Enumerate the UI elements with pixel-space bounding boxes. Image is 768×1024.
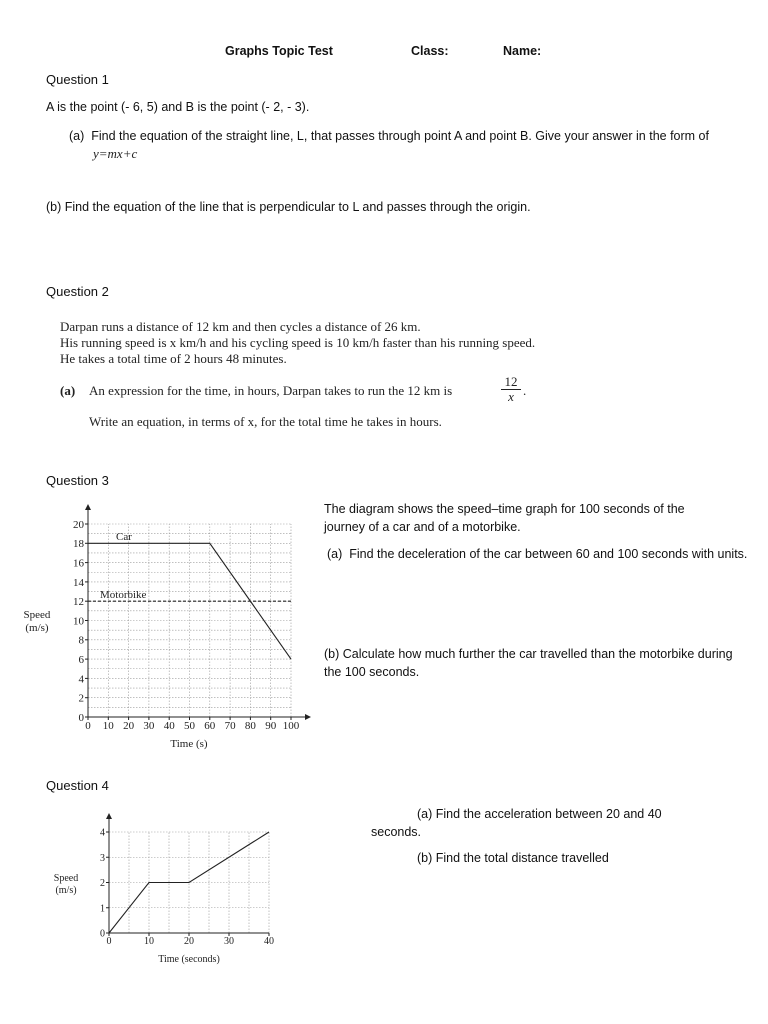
y-axis-title-line1: Speed	[53, 873, 79, 884]
y-tick-label: 10	[73, 615, 84, 628]
y-tick-label: 0	[78, 711, 84, 724]
y-tick-label: 16	[73, 557, 84, 570]
q2-line-1: Darpan runs a distance of 12 km and then cycles a distance of 26 km.	[60, 319, 421, 334]
q2-line-3: He takes a total time of 2 hours 48 minutes.	[60, 351, 287, 366]
q3-speed-time-chart	[15, 500, 320, 760]
y-tick-label: 2	[78, 692, 84, 705]
q4-speed-time-chart	[40, 810, 300, 970]
x-tick-label: 70	[224, 720, 236, 732]
y-tick-label: 20	[73, 518, 84, 531]
y-tick-label: 12	[73, 596, 84, 609]
y-tick-label: 4	[100, 827, 105, 839]
x-axis-title: Time (seconds)	[158, 954, 220, 965]
x-tick-label: 90	[265, 720, 277, 732]
x-tick-label: 0	[85, 720, 91, 732]
y-tick-label: 1	[100, 903, 105, 915]
y-axis-title-line2: (m/s)	[25, 622, 49, 634]
x-tick-label: 100	[282, 720, 300, 732]
x-tick-label: 40	[264, 936, 274, 947]
q1-heading: Question 1	[46, 72, 109, 87]
q1-part-b: (b) Find the equation of the line that is perpendicular to L and passes through the origin.	[46, 200, 531, 214]
q1-part-a	[69, 127, 733, 163]
q4-part-b: (b) Find the total distance travelled	[417, 851, 609, 865]
q2-frac-denominator: x	[501, 389, 521, 404]
x-tick-label: 30	[224, 936, 234, 947]
q3-part-a	[327, 545, 751, 563]
q1-intro: A is the point (- 6, 5) and B is the point (- 2, - 3).	[46, 100, 310, 114]
x-axis-title: Time (s)	[170, 738, 208, 750]
y-tick-label: 18	[73, 538, 84, 551]
q2-a-text: An expression for the time, in hours, Darpan takes to run the 12 km is	[89, 383, 453, 398]
class-label: Class:	[411, 44, 449, 58]
q2-a-instruction: Write an equation, in terms of x, for the total time he takes in hours.	[89, 414, 442, 429]
x-tick-label: 0	[106, 936, 112, 947]
q2-a-label: (a)	[60, 383, 76, 398]
q2-fraction	[501, 375, 521, 404]
x-tick-label: 60	[204, 720, 216, 732]
q1-a-label: (a)	[69, 129, 85, 143]
y-tick-label: 2	[100, 878, 105, 889]
y-axis-title-line2: (m/s)	[55, 885, 77, 896]
y-axis-title-line1: Speed	[23, 609, 51, 621]
y-tick-label: 6	[78, 653, 84, 666]
q3-a-label: (a)	[327, 547, 343, 561]
x-tick-label: 50	[184, 720, 195, 732]
y-tick-label: 3	[100, 852, 105, 864]
q3-part-b: (b) Calculate how much further the car travelled than the motorbike during the 100 seconds.	[324, 647, 733, 679]
x-tick-label: 20	[123, 720, 135, 732]
q2-line-2: His running speed is x km/h and his cycling speed is 10 km/h faster than his running speed.	[60, 335, 536, 350]
x-tick-label: 10	[102, 720, 114, 732]
y-tick-label: 0	[100, 928, 105, 940]
q2-period: .	[523, 383, 527, 398]
y-tick-label: 4	[78, 673, 84, 686]
q3-intro: The diagram shows the speed–time graph for 100 seconds of the journey of a car and of a motorbike.	[324, 502, 685, 534]
q1-a-formula: y=mx+c	[93, 146, 138, 161]
series-label-motorbike: Motorbike	[100, 589, 147, 601]
y-tick-label: 14	[73, 576, 84, 589]
test-title: Graphs Topic Test	[225, 44, 333, 58]
series-label-car: Car	[116, 531, 132, 543]
y-tick-label: 8	[78, 634, 84, 647]
x-tick-label: 20	[184, 936, 194, 947]
q2-passage	[60, 319, 535, 367]
x-tick-label: 10	[144, 936, 154, 947]
q1-a-text: Find the equation of the straight line, L, that passes through point A and point B. Give your answer in the form of	[91, 129, 709, 143]
name-label: Name:	[503, 44, 542, 58]
q3-heading: Question 3	[46, 473, 109, 488]
x-axis-arrow	[305, 714, 311, 720]
x-tick-label: 80	[244, 720, 256, 732]
x-tick-label: 30	[143, 720, 155, 732]
x-tick-label: 40	[163, 720, 175, 732]
q3-a-text: Find the deceleration of the car between 60 and 100 seconds with units.	[349, 547, 748, 561]
q4-part-a: (a) Find the acceleration between 20 and 40 seconds.	[371, 807, 662, 839]
y-axis-arrow	[85, 504, 91, 510]
y-axis-arrow	[106, 813, 112, 819]
q2-heading: Question 2	[46, 284, 109, 299]
q4-heading: Question 4	[46, 778, 109, 793]
q2-frac-numerator: 12	[504, 374, 518, 389]
